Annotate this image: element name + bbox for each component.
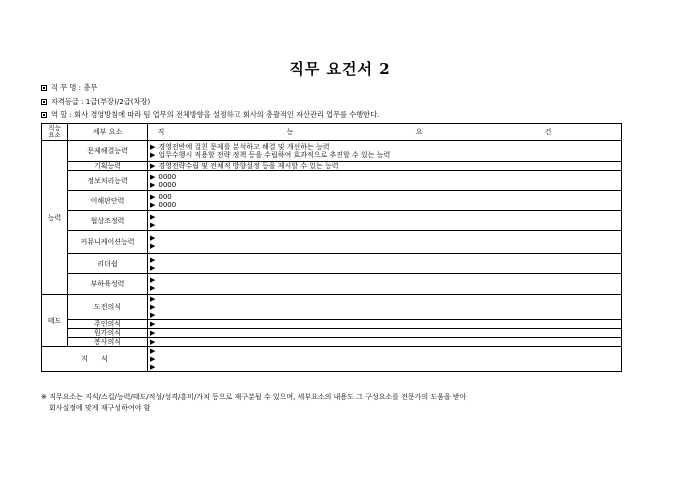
triangle-bullet-icon: ▶ [150, 200, 156, 209]
table-row [42, 295, 622, 320]
info-grade [41, 97, 150, 106]
detail-label: 정보처리능력 [68, 171, 148, 191]
detail-label: 도전의식 [68, 295, 148, 320]
requirement-cell [148, 211, 622, 231]
triangle-bullet-icon: ▶ [150, 303, 156, 311]
requirement-cell [148, 320, 622, 329]
requirement-line [150, 284, 619, 292]
requirement-line [150, 234, 619, 242]
knowledge-row [42, 347, 622, 372]
triangle-bullet-icon: ▶ [150, 220, 156, 229]
table-row [42, 329, 622, 338]
footnote [41, 392, 641, 414]
info-job-name-text: 직 무 명 : 총무 [51, 83, 98, 92]
requirement-text: 0000 [158, 200, 177, 209]
requirement-text: 경영전반에 걸친 문제를 분석하고 해결 및 개선하는 능력 [158, 143, 330, 151]
requirement-line [150, 213, 619, 221]
detail-label: 문제해결능력 [68, 141, 148, 162]
triangle-bullet-icon: ▶ [150, 242, 156, 250]
square-bullet-icon [41, 112, 47, 118]
requirement-line [150, 143, 619, 151]
detail-label: 부하육성력 [68, 274, 148, 295]
triangle-bullet-icon: ▶ [150, 347, 156, 355]
header-requirements: 직 능 요 건 [148, 124, 622, 141]
triangle-bullet-icon: ▶ [150, 295, 156, 303]
requirement-text: 000 [158, 192, 172, 201]
requirement-cell [148, 338, 622, 347]
requirement-text: 0000 [158, 180, 177, 189]
triangle-bullet-icon: ▶ [150, 329, 156, 337]
triangle-bullet-icon: ▶ [150, 143, 156, 151]
requirement-cell [148, 295, 622, 320]
footnote-line-2: 회사실정에 맞게 재구성하여야 함 [49, 404, 151, 412]
requirement-line [150, 201, 619, 209]
triangle-bullet-icon: ▶ [150, 320, 156, 328]
requirement-line [150, 173, 619, 181]
requirement-line [150, 256, 619, 264]
requirement-text: 업무수행시 적용할 전략 정책 등을 수립하여 효과적으로 추진할 수 있는 능력 [158, 151, 391, 159]
group-label: 능력 [42, 141, 68, 295]
requirement-line [150, 311, 619, 319]
table-row [42, 162, 622, 171]
requirement-line [150, 264, 619, 272]
knowledge-label: 지 식 [42, 347, 148, 372]
table-row [42, 274, 622, 295]
requirement-cell [148, 162, 622, 171]
requirement-line [150, 363, 619, 371]
triangle-bullet-icon: ▶ [150, 263, 156, 272]
requirement-line [150, 295, 619, 303]
info-grade-text: 자격등급 : 1급(부장)/2급(차장) [51, 97, 151, 106]
detail-label: 협상조정력 [68, 211, 148, 231]
square-bullet-icon [41, 99, 47, 105]
requirement-line [150, 221, 619, 229]
requirement-line [150, 347, 619, 355]
triangle-bullet-icon: ▶ [150, 355, 156, 363]
triangle-bullet-icon: ▶ [150, 172, 156, 181]
detail-label: 봉사의식 [68, 338, 148, 347]
detail-label: 커뮤니케이션능력 [68, 231, 148, 254]
requirement-cell [148, 231, 622, 254]
table-row [42, 231, 622, 254]
triangle-bullet-icon: ▶ [150, 234, 156, 242]
triangle-bullet-icon: ▶ [150, 363, 156, 371]
requirement-text: 0000 [158, 172, 177, 181]
triangle-bullet-icon: ▶ [150, 284, 156, 292]
table-row [42, 141, 622, 162]
requirement-line [150, 303, 619, 311]
requirement-line [150, 193, 619, 201]
requirement-cell [148, 254, 622, 274]
triangle-bullet-icon: ▶ [150, 276, 156, 284]
requirement-line [150, 320, 619, 328]
table-header-row [42, 124, 622, 141]
detail-label: 주인의식 [68, 320, 148, 329]
triangle-bullet-icon: ▶ [150, 255, 156, 264]
detail-label: 리더쉽 [68, 254, 148, 274]
requirement-cell [148, 274, 622, 295]
requirement-cell [148, 329, 622, 338]
table-row [42, 191, 622, 211]
header-factor: 직능 요소 [42, 124, 68, 141]
square-bullet-icon [41, 85, 47, 91]
info-role-text: 역 할 : 회사 경영방침에 따라 팀 업무의 전체방향을 설정하고 회사의 총괄적인 자산관리 업무를 수행한다. [51, 110, 380, 119]
table-row [42, 254, 622, 274]
table-row [42, 338, 622, 347]
requirement-line [150, 151, 619, 159]
triangle-bullet-icon: ▶ [150, 338, 156, 346]
info-job-name [41, 83, 97, 92]
triangle-bullet-icon: ▶ [150, 180, 156, 189]
requirement-cell [148, 347, 622, 372]
requirement-line [150, 338, 619, 346]
group-label: 태도 [42, 295, 68, 347]
detail-label: 이해판단력 [68, 191, 148, 211]
requirement-line [150, 276, 619, 284]
requirement-line [150, 181, 619, 189]
table-row [42, 211, 622, 231]
requirements-table [41, 123, 622, 372]
header-detail: 세부 요소 [68, 124, 148, 141]
document-title: 직무 요건서 2 [289, 60, 391, 78]
requirement-line [150, 242, 619, 250]
triangle-bullet-icon: ▶ [150, 212, 156, 221]
triangle-bullet-icon: ▶ [150, 192, 156, 201]
table-row [42, 320, 622, 329]
info-role [41, 110, 379, 119]
requirement-cell [148, 171, 622, 191]
requirement-line [150, 329, 619, 337]
detail-label: 원가의식 [68, 329, 148, 338]
triangle-bullet-icon: ▶ [150, 162, 156, 170]
requirement-cell [148, 191, 622, 211]
triangle-bullet-icon: ▶ [150, 151, 156, 159]
requirement-line [150, 162, 619, 170]
requirement-cell [148, 141, 622, 162]
footnote-line-1: ※ 직무요소는 지식/스킬/능력/태도/적성/성격/흥미/가치 등으로 재구분될 수 있으며, 세부요소의 내용도 그 구성요소를 전문가의 도움을 받아 [41, 393, 467, 401]
table-row [42, 171, 622, 191]
requirement-line [150, 355, 619, 363]
triangle-bullet-icon: ▶ [150, 311, 156, 319]
requirement-text: 경영전략수립 및 전체적 방향설정 등을 제시할 수 있는 능력 [158, 162, 339, 170]
detail-label: 기획능력 [68, 162, 148, 171]
